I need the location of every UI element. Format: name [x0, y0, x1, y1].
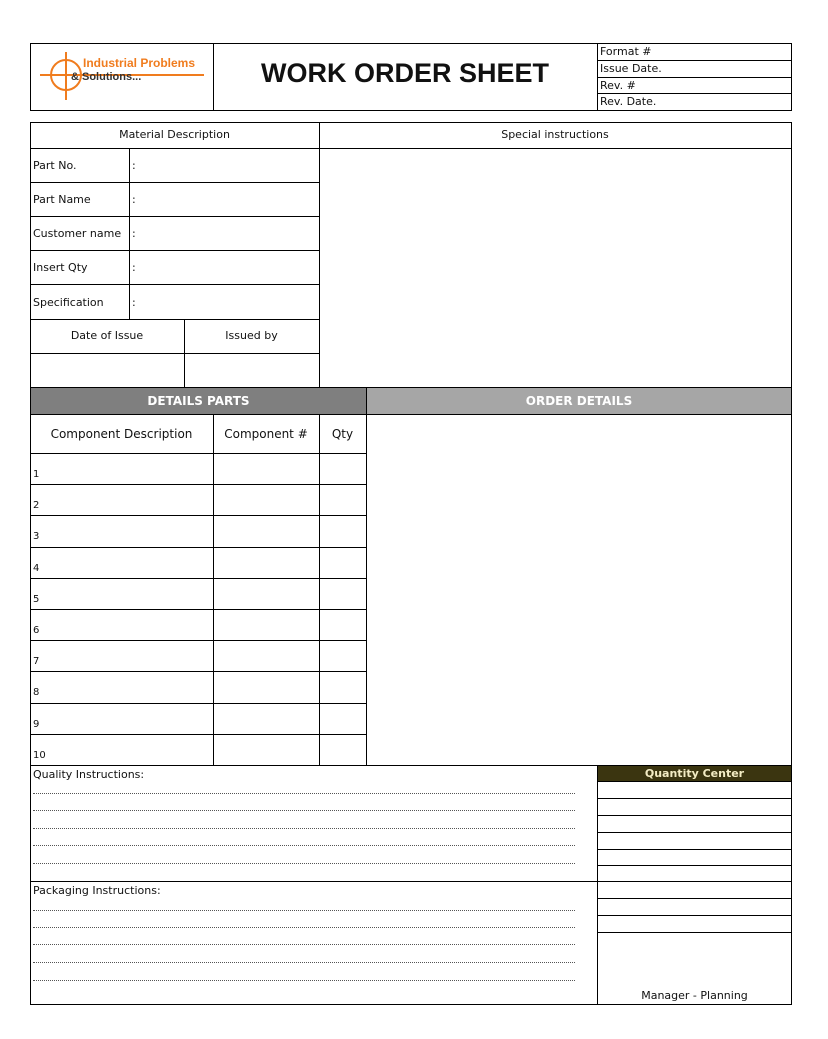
row-divider [30, 703, 366, 704]
row-divider [30, 578, 366, 579]
issue-date-label: Issue Date. [600, 62, 662, 75]
table-row-number: 7 [33, 656, 40, 668]
row-divider [30, 547, 366, 548]
signature-manager-planning: Manager - Planning [641, 989, 748, 1002]
table-row-number: 2 [33, 500, 40, 512]
row-divider [30, 734, 366, 735]
customer-name-field[interactable]: : [132, 227, 136, 240]
quantity-line[interactable] [597, 881, 791, 882]
customer-name-label: Customer name [33, 227, 122, 240]
quantity-line[interactable] [597, 832, 791, 833]
part-name-label: Part Name [33, 193, 91, 206]
table-row-number: 5 [33, 593, 40, 605]
details-section [30, 387, 792, 766]
page-title: WORK ORDER SHEET [260, 58, 549, 88]
column-component-number: Component # [224, 427, 308, 441]
quantity-line[interactable] [597, 781, 791, 782]
quantity-line[interactable] [597, 849, 791, 850]
specification-field[interactable]: : [132, 296, 136, 309]
material-description-heading: Material Description [119, 128, 230, 141]
packaging-instructions-label: Packaging Instructions: [33, 884, 161, 897]
table-row-number: 8 [33, 687, 40, 699]
quantity-line[interactable] [597, 865, 791, 866]
quantity-line[interactable] [597, 932, 791, 933]
insert-qty-field[interactable]: : [132, 261, 136, 274]
order-details-heading: ORDER DETAILS [525, 394, 633, 408]
row-divider [30, 671, 366, 672]
table-row-number: 4 [33, 562, 40, 574]
row-divider [30, 453, 366, 454]
material-section [30, 122, 792, 388]
quality-instructions-label: Quality Instructions: [33, 768, 145, 781]
table-row-number: 3 [33, 531, 40, 543]
quantity-line[interactable] [597, 898, 791, 899]
table-row-number: 9 [33, 718, 40, 730]
part-no-field[interactable]: : [132, 159, 136, 172]
format-number-label: Format # [600, 45, 652, 58]
specification-label: Specification [33, 296, 104, 309]
table-row-number: 6 [33, 625, 40, 636]
column-qty: Qty [331, 427, 354, 441]
issued-by-label: Issued by [225, 329, 278, 342]
quantity-center-heading: Quantity Center [644, 767, 745, 780]
row-divider [30, 609, 366, 610]
row-divider [30, 515, 366, 516]
details-parts-heading: DETAILS PARTS [147, 394, 250, 408]
row-divider [30, 640, 366, 641]
special-instructions-heading: Special instructions [501, 128, 609, 141]
table-row-number: 10 [33, 749, 46, 761]
quantity-line[interactable] [597, 798, 791, 799]
table-row-number: 1 [33, 469, 40, 480]
rev-number-label: Rev. # [600, 79, 636, 92]
logo [36, 50, 208, 102]
column-component-description: Component Description [50, 427, 193, 441]
quantity-line[interactable] [597, 915, 791, 916]
row-divider [30, 484, 366, 485]
part-no-label: Part No. [33, 159, 77, 172]
date-of-issue-label: Date of Issue [70, 329, 144, 342]
logo-text: Industrial Problems [83, 56, 196, 70]
quantity-line[interactable] [597, 815, 791, 816]
rev-date-label: Rev. Date. [600, 95, 657, 108]
logo-text: & Solutions... [71, 71, 142, 83]
insert-qty-label: Insert Qty [33, 261, 88, 274]
part-name-field[interactable]: : [132, 193, 136, 206]
